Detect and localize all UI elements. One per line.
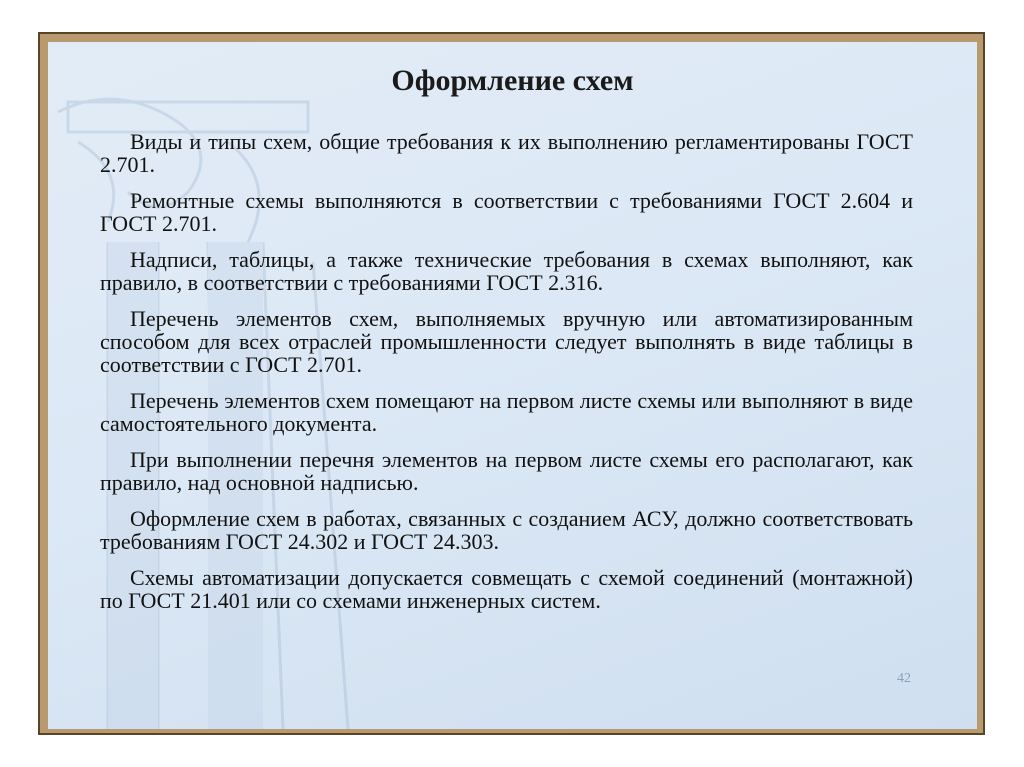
paragraph: Перечень элементов схем помещают на первом листе схемы или выполняют в виде самостоятельного документа. bbox=[100, 388, 913, 436]
paragraph: Виды и типы схем, общие требования к их выполнению регламентированы ГОСТ 2.701. bbox=[100, 129, 913, 177]
page-number: 42 bbox=[897, 671, 911, 686]
paragraph: При выполнении перечня элементов на первом листе схемы его располагают, как правило, над основной надписью. bbox=[100, 447, 913, 495]
paragraph: Надписи, таблицы, а также технические требования в схемах выполняют, как правило, в соответствии с требованиями ГОСТ 2.316. bbox=[100, 247, 913, 295]
paragraph: Перечень элементов схем, выполняемых вручную или автоматизированным способом для всех отраслей промышленности следует выполнять в виде таблицы в соответствии с ГОСТ 2.701. bbox=[100, 306, 913, 377]
slide-body bbox=[100, 130, 913, 625]
paragraph: Схемы автоматизации допускается совмещать с схемой соединений (монтажной) по ГОСТ 21.401 или со схемами инженерных систем. bbox=[100, 565, 913, 613]
paragraph: Ремонтные схемы выполняются в соответствии с требованиями ГОСТ 2.604 и ГОСТ 2.701. bbox=[100, 188, 913, 236]
slide-title: Оформление схем bbox=[391, 64, 634, 97]
paragraph: Оформление схем в работах, связанных с созданием АСУ, должно соответствовать требованиям ГОСТ 24.302 и ГОСТ 24.303. bbox=[100, 506, 913, 554]
slide bbox=[48, 42, 977, 729]
